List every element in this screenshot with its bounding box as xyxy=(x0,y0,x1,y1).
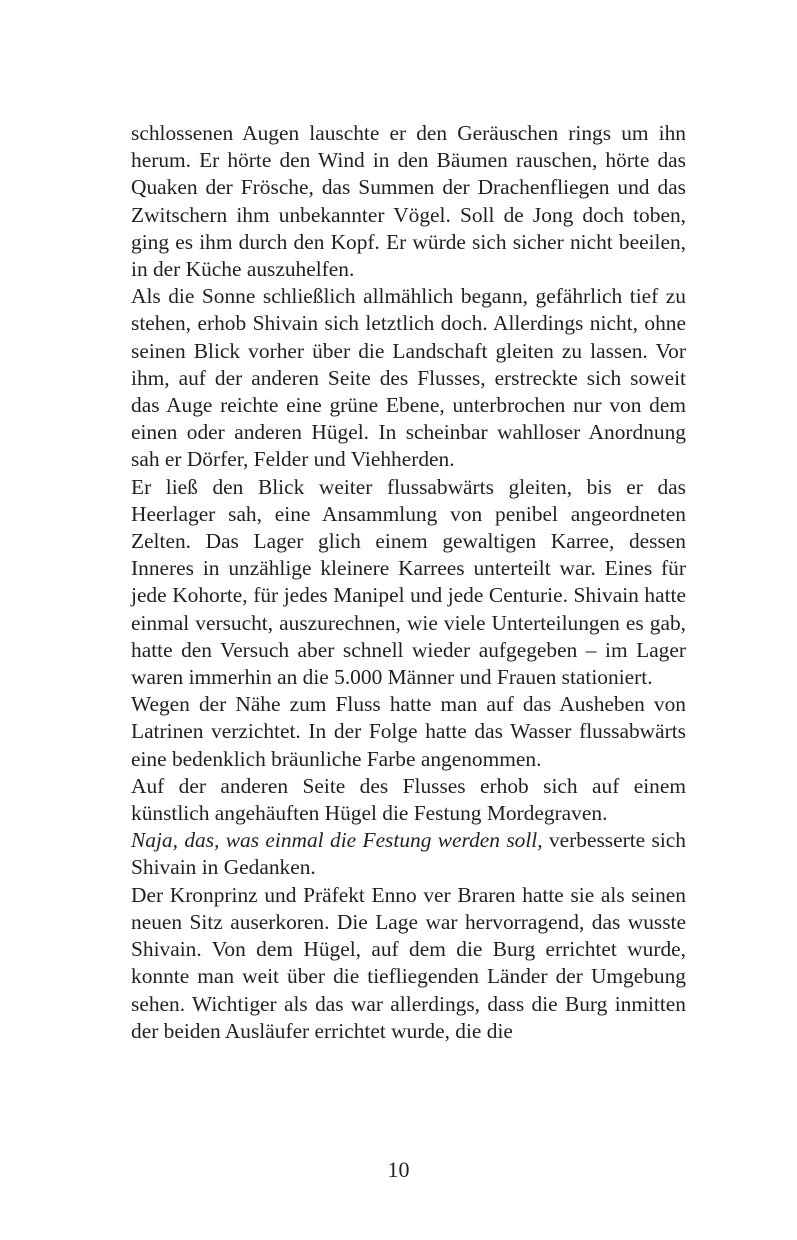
paragraph-6 xyxy=(131,827,686,881)
paragraph-6-text: verbesserte sich Shivain in Gedanken. xyxy=(131,828,686,880)
paragraph-2: Als die Sonne schließlich allmählich begann, gefährlich tief zu stehen, erhob Shivain sich letztlich doch. Allerdings nicht, ohne seinen Blick vorher über die Landschaft gleiten zu lassen. Vor ihm, auf der anderen Seite des Flusses, erstreckte sich soweit das Auge reichte eine grüne Ebene, unterbrochen nur von dem einen oder anderen Hügel. In scheinbar wahlloser Anordnung sah er Dörfer, Felder und Viehherden. xyxy=(131,284,686,472)
body-text xyxy=(131,120,686,1045)
paragraph-5: Auf der anderen Seite des Flusses erhob sich auf einem künstlich angehäuften Hügel die Festung Mordegraven. xyxy=(131,773,686,826)
paragraph-3: Er ließ den Blick weiter flussabwärts gleiten, bis er das Heerlager sah, eine Ansammlung von penibel angeordneten Zelten. Das Lager glich einem gewaltigen Karree, dessen Inneres in unzählige kleinere Karrees unterteilt war. Eines für jede Kohorte, für jedes Manipel und jede Centurie. Shivain hatte einmal versucht, auszurechnen, wie viele Unterteilungen es gab, hatte den Versuch aber schnell wieder aufgegeben – im Lager waren immerhin an die 5.000 Männer und Frauen stationiert. xyxy=(131,474,686,690)
italic-thought: Naja, das, was einmal die Festung werden soll, xyxy=(131,828,543,853)
paragraph-4: Wegen der Nähe zum Fluss hatte man auf das Ausheben von Latrinen verzichtet. In der Folge hatte das Wasser flussabwärts eine bedenklich bräunliche Farbe angenommen. xyxy=(131,692,686,771)
page-number: 10 xyxy=(387,1157,410,1182)
paragraph-7: Der Kronprinz und Präfekt Enno ver Braren hatte sie als seinen neuen Sitz auserkoren. Die Lage war hervorragend, das wusste Shivain. Von dem Hügel, auf dem die Burg errichtet wurde, konnte man weit über die tiefliegenden Länder der Umgebung sehen. Wichtiger als das war allerdings, dass die Burg inmitten der beiden Ausläufer errichtet wurde, die die xyxy=(131,882,686,1043)
paragraph-1: schlossenen Augen lauschte er den Geräuschen rings um ihn herum. Er hörte den Wind in den Bäumen rauschen, hörte das Quaken der Frösche, das Summen der Drachenfliegen und das Zwitschern ihm unbekannter Vögel. Soll de Jong doch toben, ging es ihm durch den Kopf. Er würde sich sicher nicht beeilen, in der Küche auszuhelfen. xyxy=(131,121,686,282)
